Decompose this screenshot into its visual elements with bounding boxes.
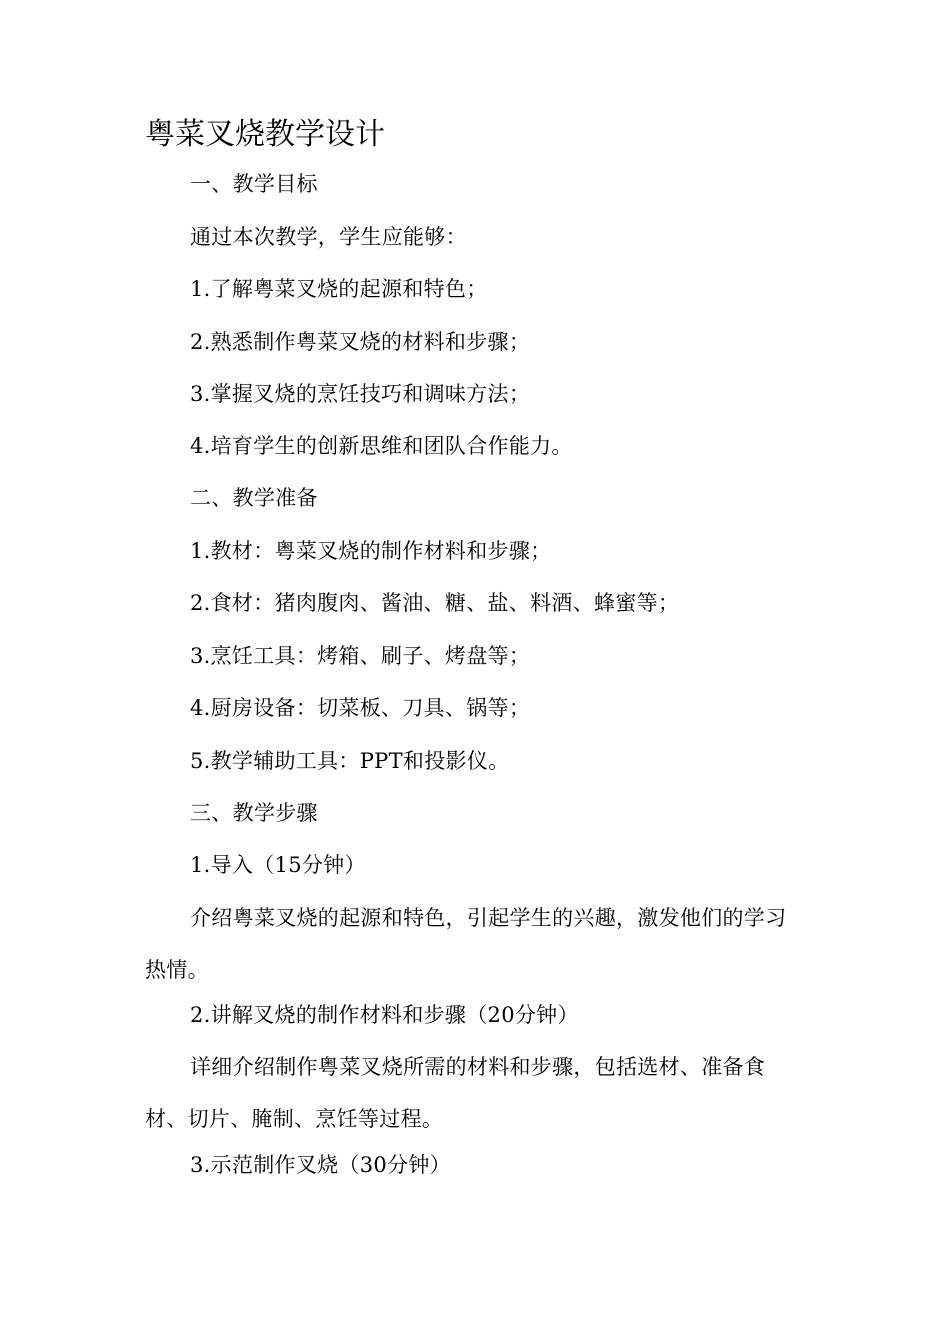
paragraph: 通过本次教学，学生应能够： bbox=[190, 225, 467, 249]
section-heading-steps: 三、教学步骤 bbox=[190, 801, 318, 825]
list-item: 3.烹饪工具：烤箱、刷子、烤盘等； bbox=[190, 644, 531, 668]
list-item: 4.厨房设备：切菜板、刀具、锅等； bbox=[190, 696, 531, 720]
paragraph: 详细介绍制作粤菜叉烧所需的材料和步骤，包括选材、准备食材、切片、腌制、烹饪等过程。 bbox=[145, 1055, 766, 1131]
list-item: 2.讲解叉烧的制作材料和步骤（20分钟） bbox=[190, 1003, 579, 1027]
list-item: 3.掌握叉烧的烹饪技巧和调味方法； bbox=[190, 382, 531, 406]
list-item: 1.教材：粤菜叉烧的制作材料和步骤； bbox=[190, 539, 552, 563]
list-item: 2.食材：猪肉腹肉、酱油、糖、盐、料酒、蜂蜜等； bbox=[190, 591, 680, 615]
list-item: 4.培育学生的创新思维和团队合作能力。 bbox=[190, 434, 573, 458]
document-title: 粤菜叉烧教学设计 bbox=[145, 117, 385, 152]
list-item: 2.熟悉制作粤菜叉烧的材料和步骤； bbox=[190, 330, 531, 354]
paragraph: 介绍粤菜叉烧的起源和特色，引起学生的兴趣，激发他们的学习热情。 bbox=[145, 906, 787, 982]
section-heading-preparation: 二、教学准备 bbox=[190, 486, 318, 510]
section-heading-goals: 一、教学目标 bbox=[190, 172, 318, 196]
list-item: 5.教学辅助工具：PPT和投影仪。 bbox=[190, 749, 510, 773]
list-item: 3.示范制作叉烧（30分钟） bbox=[190, 1153, 451, 1177]
list-item: 1.了解粤菜叉烧的起源和特色； bbox=[190, 277, 488, 301]
list-item: 1.导入（15分钟） bbox=[190, 853, 366, 877]
